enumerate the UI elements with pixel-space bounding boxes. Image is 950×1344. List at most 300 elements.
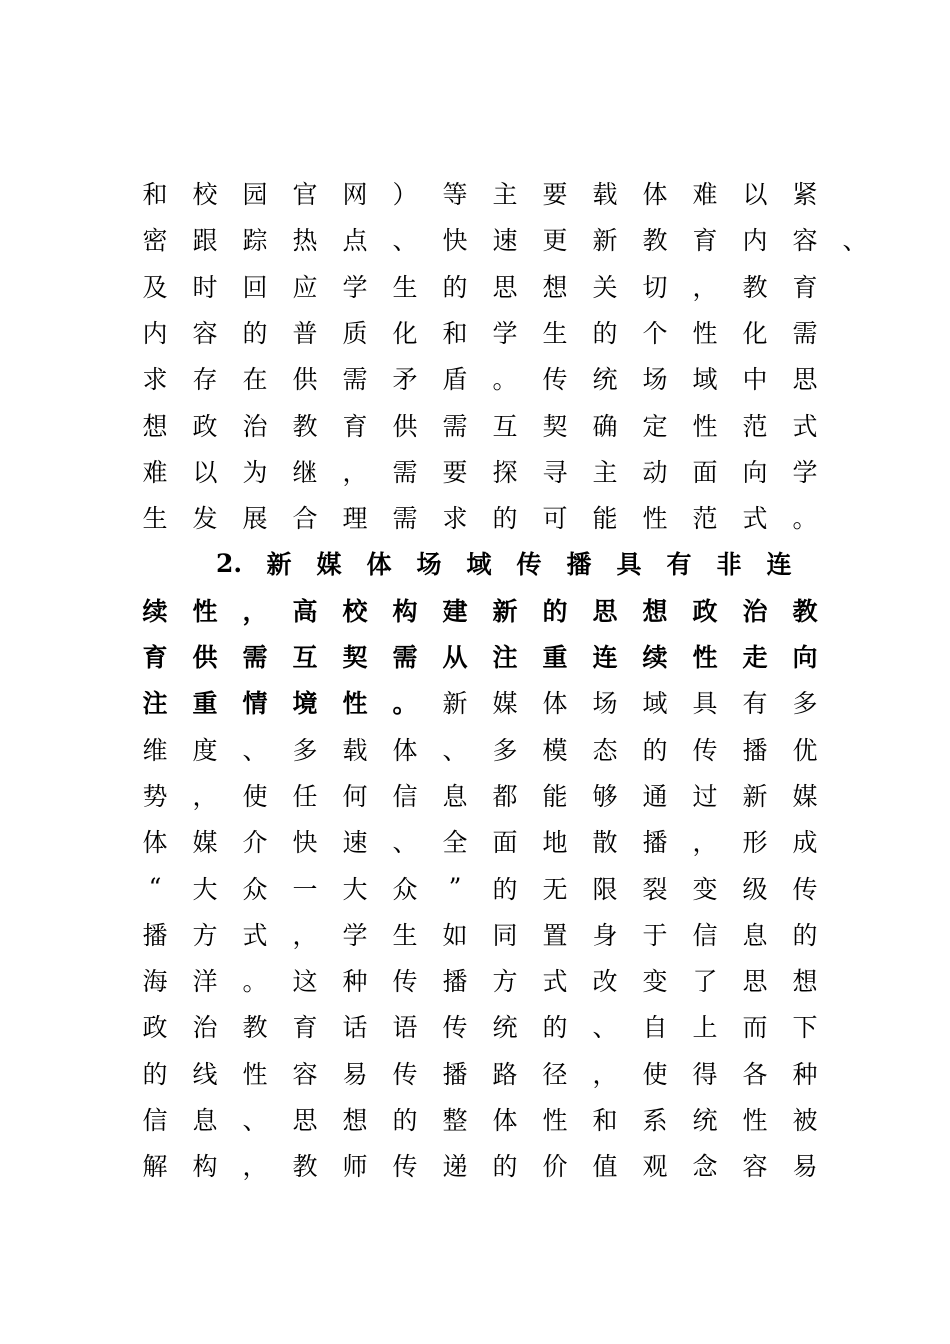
char: 确 — [592, 411, 618, 441]
char: 教 — [742, 272, 768, 302]
char: 的 — [142, 1059, 168, 1089]
char: 内 — [742, 226, 768, 256]
char: 被 — [792, 1106, 818, 1135]
text-line — [130, 1003, 830, 1049]
char: 容 — [192, 318, 218, 348]
char: 种 — [342, 967, 368, 997]
char: 范 — [692, 504, 718, 534]
char: 发 — [192, 504, 218, 534]
char: 线 — [192, 1059, 218, 1089]
char: 寻 — [542, 457, 568, 487]
char: 动 — [642, 457, 668, 487]
char: 整 — [442, 1106, 468, 1135]
char: 于 — [642, 920, 668, 950]
char: ） — [392, 180, 418, 209]
char: 新 — [742, 781, 768, 811]
char: 、 — [592, 1013, 618, 1043]
char: 传 — [442, 1013, 468, 1043]
char: 2. — [215, 548, 243, 578]
char: 信 — [142, 1106, 168, 1135]
char: 传 — [792, 874, 818, 904]
char: 校 — [342, 596, 368, 626]
char: 值 — [592, 1152, 618, 1182]
char: 矛 — [392, 365, 418, 395]
char: 继 — [292, 457, 318, 487]
char: 话 — [342, 1013, 368, 1043]
char: 态 — [592, 735, 618, 765]
char: 性 — [542, 1106, 568, 1135]
char: 存 — [192, 365, 218, 395]
char: ， — [242, 1152, 268, 1182]
char: 续 — [142, 596, 168, 626]
char: 大 — [192, 874, 218, 904]
char: 这 — [292, 967, 318, 997]
char: 速 — [492, 226, 518, 256]
char: 向 — [742, 457, 768, 487]
char: 质 — [342, 318, 368, 348]
char: 切 — [642, 272, 668, 302]
char: 媒 — [492, 689, 518, 719]
char: 任 — [292, 781, 318, 811]
char: 使 — [642, 1059, 668, 1089]
text-line — [130, 911, 830, 957]
char: 政 — [142, 1013, 168, 1043]
char: 展 — [242, 504, 268, 534]
char: 新 — [492, 596, 518, 626]
char: 点 — [342, 226, 368, 256]
char: 统 — [692, 1106, 718, 1135]
char: 系 — [642, 1106, 668, 1135]
char: 学 — [342, 920, 368, 950]
char: 得 — [692, 1059, 718, 1089]
text-line — [130, 216, 868, 262]
char: 难 — [142, 457, 168, 487]
char: 及 — [142, 272, 168, 302]
char: 媒 — [316, 550, 342, 580]
char: 思 — [592, 596, 618, 626]
char: 生 — [542, 318, 568, 348]
char: 性 — [642, 504, 668, 534]
char: 主 — [492, 180, 518, 209]
char: 体 — [542, 689, 568, 719]
char: “ — [148, 873, 162, 902]
char: 和 — [592, 1106, 618, 1135]
char: 限 — [592, 874, 618, 904]
char: 息 — [192, 1106, 218, 1135]
char: 求 — [442, 504, 468, 534]
char: 重 — [192, 689, 218, 719]
char: 等 — [442, 180, 468, 209]
char: ” — [448, 873, 462, 902]
char: 育 — [142, 643, 168, 672]
text-line — [130, 865, 830, 911]
text-line — [130, 587, 830, 633]
char: 面 — [692, 457, 718, 487]
char: 热 — [292, 226, 318, 256]
char: 教 — [792, 596, 818, 626]
char: 育 — [792, 272, 818, 302]
char: 下 — [792, 1013, 818, 1043]
char: 观 — [642, 1152, 668, 1182]
char: 域 — [466, 550, 492, 580]
char: 应 — [292, 272, 318, 302]
char: ， — [592, 1059, 618, 1089]
char: 性 — [242, 1059, 268, 1089]
char: 的 — [492, 874, 518, 904]
char: 求 — [142, 365, 168, 395]
char: 生 — [142, 504, 168, 534]
char: 传 — [392, 1152, 418, 1182]
char: 易 — [342, 1059, 368, 1089]
char: 播 — [566, 550, 592, 580]
char: 。 — [392, 689, 418, 719]
char: 时 — [192, 272, 218, 302]
char: 价 — [542, 1152, 568, 1182]
text-line — [130, 402, 830, 448]
char: 递 — [442, 1152, 468, 1182]
char: 都 — [492, 781, 518, 811]
char: 范 — [742, 411, 768, 441]
char: 连 — [766, 550, 792, 580]
text-line — [130, 494, 830, 540]
char: 供 — [292, 365, 318, 395]
char: 统 — [492, 1013, 518, 1043]
char: 息 — [742, 920, 768, 950]
char: 契 — [342, 643, 368, 672]
char: 学 — [492, 318, 518, 348]
char: 可 — [542, 504, 568, 534]
char: 想 — [342, 1106, 368, 1135]
char: 体 — [142, 828, 168, 858]
char: 置 — [542, 920, 568, 950]
char: 介 — [242, 828, 268, 858]
char: 方 — [492, 967, 518, 997]
char: 传 — [392, 967, 418, 997]
char: 传 — [516, 550, 542, 580]
char: 改 — [592, 967, 618, 997]
char: 。 — [792, 504, 818, 534]
char: 式 — [542, 967, 568, 997]
char: 快 — [442, 226, 468, 256]
char: 播 — [642, 828, 668, 858]
char: 思 — [492, 272, 518, 302]
char: 学 — [792, 457, 818, 487]
char: 境 — [292, 689, 318, 719]
text-line — [130, 309, 830, 355]
char: 、 — [242, 735, 268, 765]
char: 通 — [642, 781, 668, 811]
char: 官 — [292, 180, 318, 209]
char: 全 — [442, 828, 468, 858]
text-line — [130, 1096, 830, 1142]
char: 想 — [142, 411, 168, 441]
char: 的 — [442, 272, 468, 302]
char: 能 — [542, 781, 568, 811]
char: 无 — [542, 874, 568, 904]
char: 性 — [692, 411, 718, 441]
char: 密 — [142, 226, 168, 256]
char: 体 — [492, 1106, 518, 1135]
char: 媒 — [192, 828, 218, 858]
char: 场 — [592, 689, 618, 719]
char: 播 — [442, 967, 468, 997]
char: 裂 — [642, 874, 668, 904]
char: 紧 — [792, 180, 818, 209]
char: 要 — [542, 180, 568, 209]
text-line — [130, 1050, 830, 1096]
char: 化 — [742, 318, 768, 348]
char: 走 — [742, 643, 768, 672]
char: 供 — [192, 643, 218, 672]
char: 优 — [792, 735, 818, 765]
char: 为 — [242, 457, 268, 487]
char: 了 — [692, 967, 718, 997]
char: 一 — [292, 874, 318, 904]
char: 政 — [692, 596, 718, 626]
char: 中 — [742, 365, 768, 395]
char: 的 — [592, 318, 618, 348]
char: 性 — [742, 1106, 768, 1135]
char: 教 — [242, 1013, 268, 1043]
char: 和 — [142, 180, 168, 209]
text-line — [204, 540, 904, 586]
char: 性 — [192, 596, 218, 626]
text-line — [130, 355, 830, 401]
char: 性 — [692, 643, 718, 672]
char: 注 — [142, 689, 168, 719]
char: 体 — [366, 550, 392, 580]
char: 的 — [392, 1106, 418, 1135]
char: 同 — [492, 920, 518, 950]
char: 教 — [292, 411, 318, 441]
char: 育 — [292, 1013, 318, 1043]
char: 语 — [392, 1013, 418, 1043]
char: 容 — [742, 1152, 768, 1182]
char: 而 — [742, 1013, 768, 1043]
char: 续 — [642, 643, 668, 672]
char: 治 — [192, 1013, 218, 1043]
char: 的 — [492, 1152, 518, 1182]
char: 身 — [592, 920, 618, 950]
char: 自 — [642, 1013, 668, 1043]
char: 如 — [442, 920, 468, 950]
char: 容 — [292, 1059, 318, 1089]
char: 多 — [792, 689, 818, 719]
char: 向 — [792, 643, 818, 672]
char: 园 — [242, 180, 268, 209]
text-line — [130, 957, 830, 1003]
char: 教 — [292, 1152, 318, 1182]
text-line — [130, 170, 830, 216]
char: 网 — [342, 180, 368, 209]
char: 。 — [492, 365, 518, 395]
char: 想 — [792, 967, 818, 997]
char: 域 — [642, 689, 668, 719]
text-line — [130, 818, 830, 864]
char: ， — [692, 828, 718, 858]
char: 信 — [692, 920, 718, 950]
char: 散 — [592, 828, 618, 858]
char: 式 — [792, 411, 818, 441]
char: 、 — [242, 1106, 268, 1135]
char: 变 — [642, 967, 668, 997]
char: 地 — [542, 828, 568, 858]
char: 众 — [392, 874, 418, 904]
char: 种 — [792, 1059, 818, 1089]
char: 解 — [142, 1152, 168, 1182]
char: 场 — [642, 365, 668, 395]
char: 需 — [392, 504, 418, 534]
char: 洋 — [192, 967, 218, 997]
char: 互 — [492, 411, 518, 441]
char: 传 — [692, 735, 718, 765]
char: 学 — [342, 272, 368, 302]
char: 难 — [692, 180, 718, 209]
char: 和 — [442, 318, 468, 348]
char: 体 — [392, 735, 418, 765]
char: 情 — [242, 689, 268, 719]
char: 需 — [792, 318, 818, 348]
char: 性 — [692, 318, 718, 348]
char: 盾 — [442, 365, 468, 395]
char: 治 — [742, 596, 768, 626]
text-line — [130, 772, 830, 818]
char: 众 — [242, 874, 268, 904]
char: 以 — [742, 180, 768, 209]
char: 快 — [292, 828, 318, 858]
char: 生 — [392, 272, 418, 302]
char: 易 — [792, 1152, 818, 1182]
char: 多 — [492, 735, 518, 765]
char: 过 — [692, 781, 718, 811]
char: 治 — [242, 411, 268, 441]
char: 维 — [142, 735, 168, 765]
char: 播 — [442, 1059, 468, 1089]
char: 新 — [266, 550, 292, 580]
char: 多 — [292, 735, 318, 765]
char: 统 — [592, 365, 618, 395]
char: 形 — [742, 828, 768, 858]
char: 能 — [592, 504, 618, 534]
char: 式 — [742, 504, 768, 534]
char: 性 — [342, 689, 368, 719]
char: 、 — [392, 828, 418, 858]
char: 建 — [442, 596, 468, 626]
char: 的 — [542, 596, 568, 626]
char: 非 — [716, 550, 742, 580]
char: ， — [692, 272, 718, 302]
char: 模 — [542, 735, 568, 765]
char: 想 — [542, 272, 568, 302]
char: 新 — [592, 226, 618, 256]
char: 播 — [142, 920, 168, 950]
char: 度 — [192, 735, 218, 765]
char: 普 — [292, 318, 318, 348]
char: 场 — [416, 550, 442, 580]
char: 的 — [542, 1013, 568, 1043]
char: 高 — [292, 596, 318, 626]
char: 的 — [492, 504, 518, 534]
char: 师 — [342, 1152, 368, 1182]
char: 关 — [592, 272, 618, 302]
char: 信 — [392, 781, 418, 811]
char: 思 — [742, 967, 768, 997]
char: 、 — [442, 735, 468, 765]
char: 校 — [192, 180, 218, 209]
char: 政 — [192, 411, 218, 441]
char: 内 — [142, 318, 168, 348]
char: 契 — [542, 411, 568, 441]
char: 、 — [842, 226, 868, 256]
char: 何 — [342, 781, 368, 811]
char: 有 — [666, 550, 692, 580]
char: 播 — [742, 735, 768, 765]
char: 上 — [692, 1013, 718, 1043]
char: 需 — [442, 411, 468, 441]
char: 更 — [542, 226, 568, 256]
char: 念 — [692, 1152, 718, 1182]
text-line — [130, 679, 830, 725]
text-line — [130, 448, 830, 494]
char: ， — [242, 596, 268, 626]
text-line — [130, 633, 830, 679]
char: ， — [192, 781, 218, 811]
char: 海 — [142, 967, 168, 997]
char: 思 — [792, 365, 818, 395]
char: 使 — [242, 781, 268, 811]
char: ， — [342, 457, 368, 487]
char: 速 — [342, 828, 368, 858]
char: 跟 — [192, 226, 218, 256]
char: 教 — [642, 226, 668, 256]
char: 从 — [442, 643, 468, 672]
char: 生 — [392, 920, 418, 950]
char: 级 — [742, 874, 768, 904]
char: 传 — [542, 365, 568, 395]
char: 育 — [342, 411, 368, 441]
char: 成 — [792, 828, 818, 858]
char: 新 — [442, 689, 468, 719]
char: 径 — [542, 1059, 568, 1089]
char: 注 — [492, 643, 518, 672]
char: 的 — [792, 920, 818, 950]
char: 互 — [292, 643, 318, 672]
char: 需 — [342, 365, 368, 395]
char: 思 — [292, 1106, 318, 1135]
char: 个 — [642, 318, 668, 348]
char: 的 — [642, 735, 668, 765]
char: 以 — [192, 457, 218, 487]
char: 踪 — [242, 226, 268, 256]
char: 具 — [616, 550, 642, 580]
text-line — [130, 263, 830, 309]
char: 够 — [592, 781, 618, 811]
char: 供 — [392, 411, 418, 441]
char: 各 — [742, 1059, 768, 1089]
char: 探 — [492, 457, 518, 487]
char: 体 — [642, 180, 668, 209]
char: 大 — [342, 874, 368, 904]
char: 在 — [242, 365, 268, 395]
char: 方 — [192, 920, 218, 950]
char: 重 — [542, 643, 568, 672]
char: 传 — [392, 1059, 418, 1089]
char: 需 — [392, 457, 418, 487]
char: 的 — [242, 318, 268, 348]
char: 、 — [392, 226, 418, 256]
char: 势 — [142, 781, 168, 811]
char: 想 — [642, 596, 668, 626]
